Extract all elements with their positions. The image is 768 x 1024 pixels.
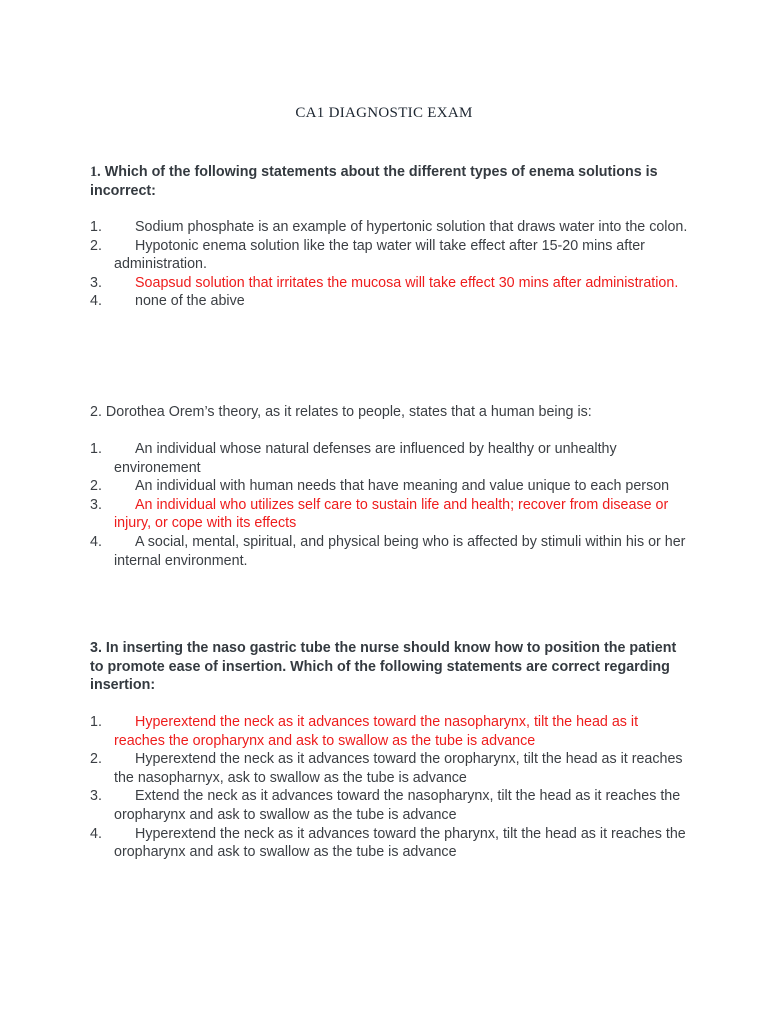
option-number: 1. bbox=[90, 219, 102, 235]
question-2 bbox=[90, 403, 690, 422]
option-number: 2. bbox=[90, 751, 102, 768]
option-text: An individual with human needs that have meaning and value unique to each person bbox=[135, 478, 670, 495]
option-number: 3. bbox=[90, 788, 102, 805]
question-2-option-2 bbox=[90, 477, 690, 496]
option-number: 3. bbox=[90, 274, 102, 291]
option-number: 3. bbox=[90, 496, 102, 513]
option-number: 2. bbox=[90, 478, 102, 495]
question-1 bbox=[90, 163, 690, 200]
question-3-option-4 bbox=[90, 825, 690, 862]
option-number: 4. bbox=[90, 293, 102, 310]
option-text: Hypotonic enema solution like the tap water will take effect after 15-20 mins after administration. bbox=[114, 237, 645, 273]
option-text: Soapsud solution that irritates the mucosa will take effect 30 mins after administration. bbox=[135, 274, 679, 291]
question-2-number: 2. bbox=[90, 404, 102, 420]
question-3-options bbox=[90, 713, 690, 862]
question-1-number: 1. bbox=[90, 164, 101, 180]
option-text: Hyperextend the neck as it advances toward the pharynx, tilt the head as it reaches the oropharynx and ask to swallow as the tube is advance bbox=[114, 825, 686, 861]
question-1-text: Which of the following statements about the different types of enema solutions is incorrect: bbox=[90, 164, 658, 199]
question-1-option-1 bbox=[90, 218, 690, 237]
question-2-text: Dorothea Orem’s theory, as it relates to people, states that a human being is: bbox=[105, 404, 592, 420]
question-3 bbox=[90, 639, 690, 695]
option-text: A social, mental, spiritual, and physical being who is affected by stimuli within his or her internal environment. bbox=[114, 533, 686, 569]
option-number: 2. bbox=[90, 237, 102, 254]
question-2-option-4 bbox=[90, 533, 690, 570]
question-2-option-1 bbox=[90, 440, 690, 477]
option-text: Hyperextend the neck as it advances toward the nasopharynx, tilt the head as it reaches the oropharynx and ask to swallow as the tube is advance bbox=[114, 714, 639, 749]
option-number: 1. bbox=[90, 714, 102, 730]
option-text: Extend the neck as it advances toward the nasopharynx, tilt the head as it reaches the oropharynx and ask to swallow as the tube is advance bbox=[114, 788, 681, 823]
option-text: An individual whose natural defenses are influenced by healthy or unhealthy environement bbox=[114, 441, 617, 476]
question-2-option-3-answer bbox=[90, 496, 690, 533]
question-1-option-3-answer bbox=[90, 274, 690, 293]
exam-title: CA1 DIAGNOSTIC EXAM bbox=[295, 105, 473, 121]
question-1-options bbox=[90, 218, 690, 311]
question-1-option-4 bbox=[90, 292, 690, 311]
option-text: none of the abive bbox=[135, 293, 245, 310]
option-number: 4. bbox=[90, 825, 102, 842]
question-1-option-2 bbox=[90, 237, 690, 274]
option-text: Hyperextend the neck as it advances toward the oropharynx, tilt the head as it reaches the nasopharnyx, ask to swallow as the tube is advance bbox=[114, 751, 683, 786]
question-3-option-2 bbox=[90, 750, 690, 787]
question-3-option-1-answer bbox=[90, 713, 690, 750]
option-text: An individual who utilizes self care to sustain life and health; recover from disease or injury, or cope with its effects bbox=[114, 496, 669, 532]
option-number: 1. bbox=[90, 441, 102, 457]
question-3-option-3 bbox=[90, 787, 690, 824]
option-number: 4. bbox=[90, 533, 102, 550]
question-2-options bbox=[90, 440, 690, 570]
question-3-text: In inserting the naso gastric tube the nurse should know how to position the patient to promote ease of insertion. Which of the following statements are correct regarding insertion: bbox=[90, 640, 677, 694]
option-text: Sodium phosphate is an example of hypertonic solution that draws water into the colon. bbox=[135, 219, 688, 235]
question-3-number: 3. bbox=[90, 640, 102, 656]
